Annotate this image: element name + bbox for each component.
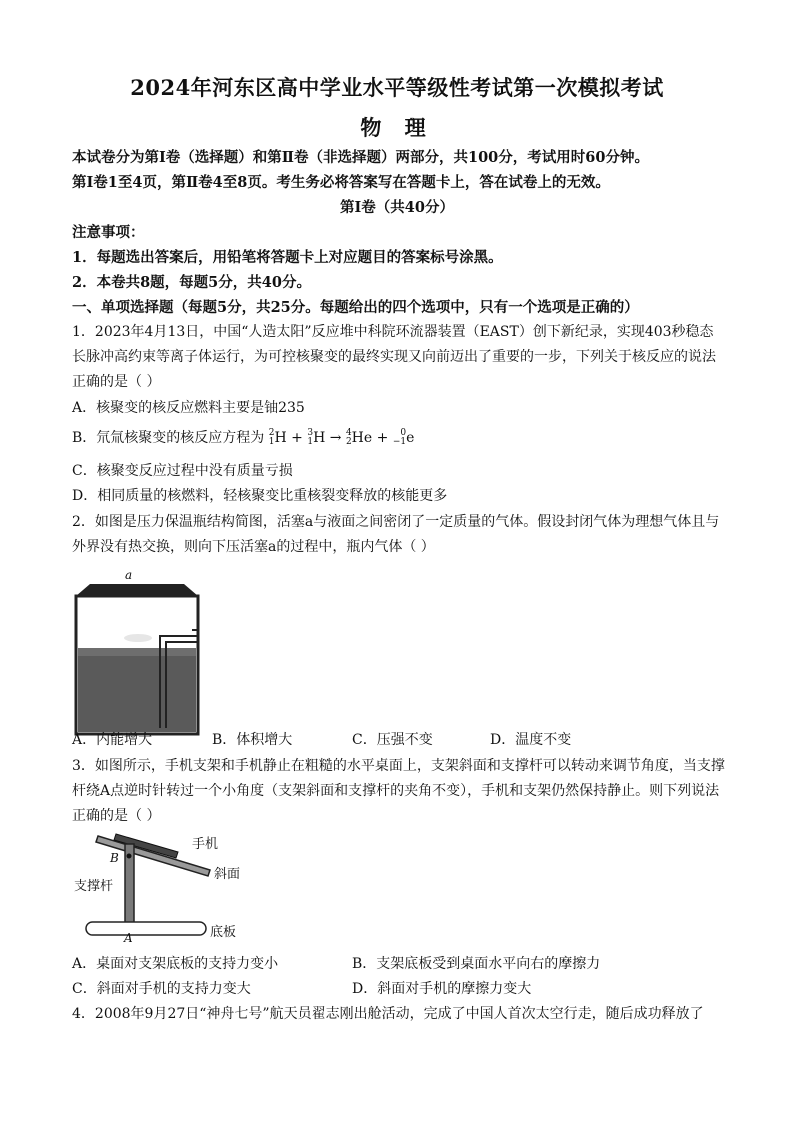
q3-option-b: B．支架底板受到桌面水平向右的摩擦力: [352, 956, 601, 972]
subject-title: 物 理: [360, 115, 434, 140]
piston-a: [76, 584, 198, 596]
q1-reaction-equation: 2 1H + 3 1H → 4 2He + 0 −1e: [268, 428, 415, 447]
q3-stem-line-2: 杆绕A点逆时针转过一个小角度（支架斜面和支撑杆的夹角不变），手机和支架仍然保持静止。则下列说法: [72, 783, 720, 799]
label-point-b: B: [110, 851, 119, 865]
label-rod: 支撑杆: [74, 879, 114, 894]
section-heading: 一、单项选择题（每题5分，共25分。每题给出的四个选项中，只有一个选项是正确的）: [72, 299, 639, 316]
q1-stem-line-3: 正确的是（ ）: [72, 374, 161, 390]
q1-option-a: A．核聚变的核反应燃料主要是铀235: [72, 400, 305, 416]
label-slope: 斜面: [214, 867, 241, 882]
q2-option-b: B．体积增大: [212, 732, 293, 748]
label-point-a: A: [124, 931, 133, 944]
q1-option-c: C．核聚变反应过程中没有质量亏损: [72, 463, 293, 479]
q3-option-a: A．桌面对支架底板的支持力变小: [72, 956, 279, 972]
q4-stem-line-1: 4．2008年9月27日“神舟七号”航天员翟志刚出舱活动，完成了中国人首次太空行走，随后成功释放了: [72, 1006, 704, 1022]
intro-line-2: 第Ⅰ卷1至4页，第Ⅱ卷4至8页。考生务必将答案写在答题卡上，答在试卷上的无效。: [72, 174, 610, 191]
q3-option-d: D．斜面对手机的摩擦力变大: [352, 981, 532, 997]
intro-line-1: 本试卷分为第Ⅰ卷（选择题）和第Ⅱ卷（非选择题）两部分，共100分，考试用时60分钟。: [72, 149, 649, 166]
base-plate: [86, 922, 206, 935]
q1-option-d: D．相同质量的核燃料，轻核聚变比重核裂变释放的核能更多: [72, 488, 448, 504]
q3-stem-line-3: 正确的是（ ）: [72, 808, 161, 824]
q2-option-a: A．内能增大: [72, 732, 153, 748]
notes-item-1: 1．每题选出答案后，用铅笔将答题卡上对应题目的答案标号涂黑。: [72, 249, 503, 266]
joint-b: [127, 854, 132, 859]
notes-item-2: 2．本卷共8题，每题5分，共40分。: [72, 274, 311, 291]
label-base: 底板: [210, 925, 237, 940]
q2-option-c: C．压强不变: [352, 732, 433, 748]
gas-region: [124, 634, 152, 642]
pressure-flask-diagram: [66, 566, 206, 736]
liquid: [78, 648, 196, 732]
q2-option-d: D．温度不变: [490, 732, 572, 748]
phone-stand-diagram: [72, 826, 252, 944]
q1-stem-line-1: 1．2023年4月13日，中国“人造太阳”反应堆中科院环流器装置（EAST）创下新纪录，实现403秒稳态: [72, 324, 714, 340]
label-phone: 手机: [192, 837, 219, 852]
q3-option-c: C．斜面对手机的支持力变大: [72, 981, 251, 997]
exam-title: 2024年河东区高中学业水平等级性考试第一次模拟考试: [130, 75, 664, 100]
q1-option-b-prefix: B．氘氚核聚变的核反应方程为: [72, 430, 265, 446]
piston-label-a: a: [125, 568, 133, 582]
q2-stem-line-2: 外界没有热交换，则向下压活塞a的过程中，瓶内气体（ ）: [72, 539, 435, 555]
q3-stem-line-1: 3．如图所示，手机支架和手机静止在粗糙的水平桌面上，支架斜面和支撑杆可以转动来调节角度，当支撑: [72, 758, 725, 774]
q2-stem-line-1: 2．如图是压力保温瓶结构简图，活塞a与液面之间密闭了一定质量的气体。假设封闭气体为理想气体且与: [72, 514, 720, 530]
q1-stem-line-2: 长脉冲高约束等离子体运行，为可控核聚变的最终实现又向前迈出了重要的一步，下列关于核反应的说法: [72, 349, 716, 365]
q1-option-b: [72, 428, 734, 448]
part-title: 第Ⅰ卷（共40分）: [340, 199, 454, 216]
notes-heading: 注意事项：: [72, 224, 145, 241]
